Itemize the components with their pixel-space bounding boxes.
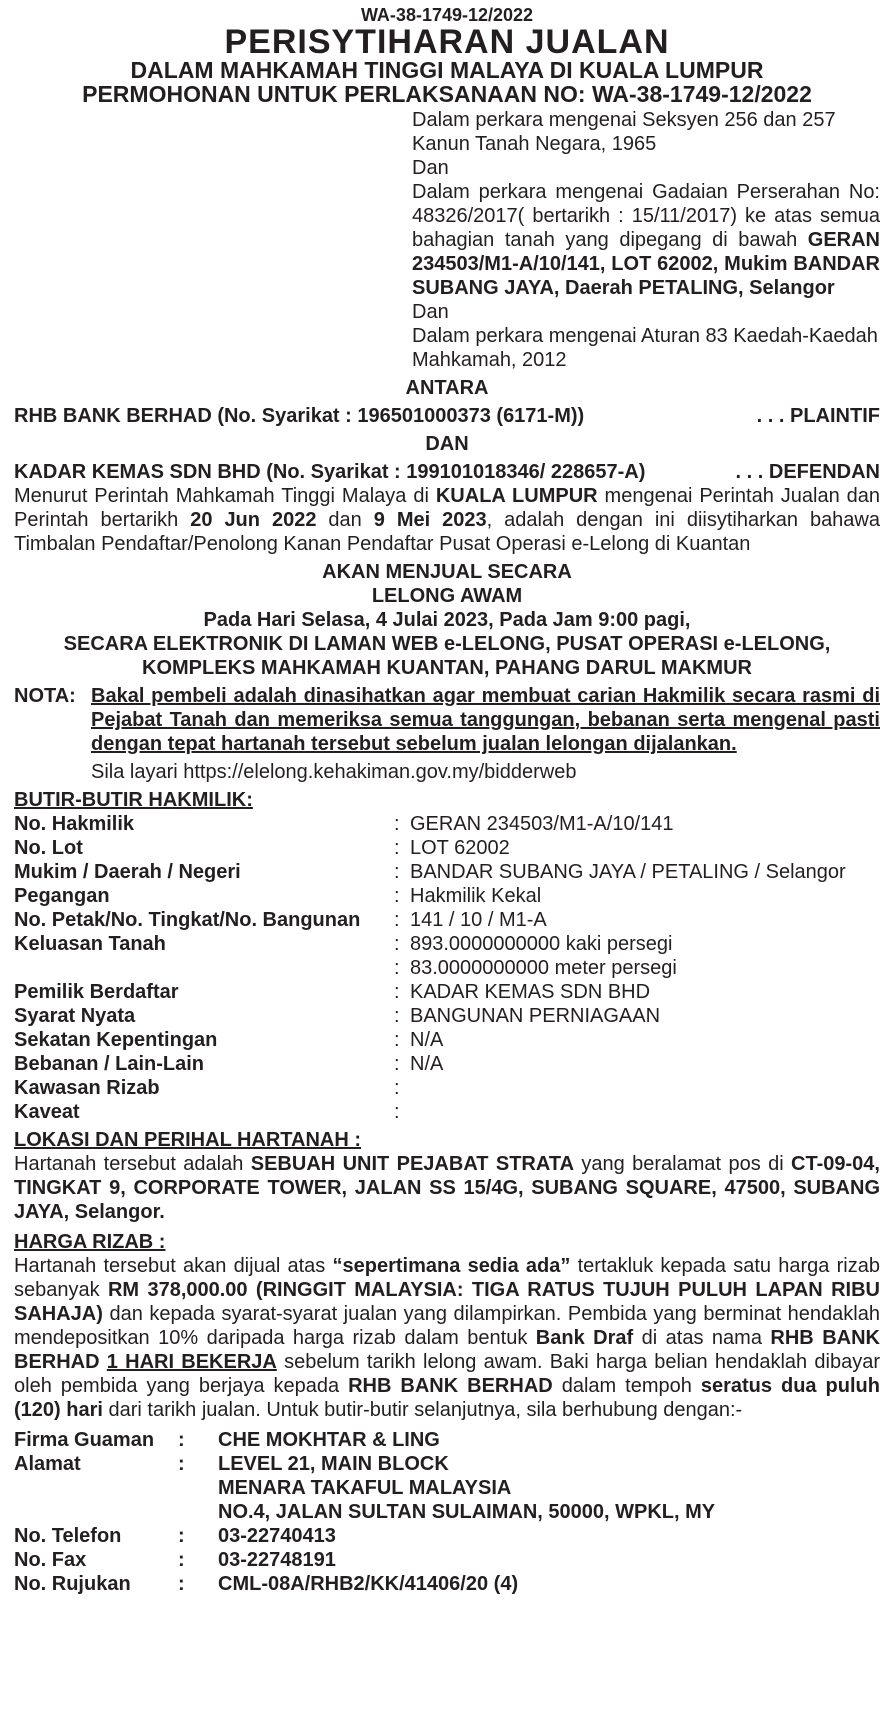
intro-line-1: Dalam perkara mengenai Seksyen 256 dan 257 Kanun Tanah Negara, 1965: [412, 109, 836, 155]
intro-dan-1: Dan: [412, 157, 449, 179]
nota-text: Bakal pembeli adalah dinasihatkan agar membuat carian Hakmilik secara rasmi di Pejabat Tanah dan memeriksa semua tanggungan, bebanan serta mengenal pasti dengan tepat hartanah tersebut sebelum jualan lelongan dijalankan.: [91, 685, 880, 755]
auction-line-1: AKAN MENJUAL SECARA: [322, 561, 572, 583]
plaintiff-row: [14, 404, 880, 428]
plaintiff-name: RHB BANK BERHAD (No. Syarikat : 196501000373 (6171-M)): [14, 405, 585, 427]
order-date-2: 9 Mei 2023: [373, 509, 487, 531]
location-address: CT-09-04, TINGKAT 9, CORPORATE TOWER, JALAN SS 15/4G, SUBANG SQUARE, 47500, SUBANG JAYA, Selangor.: [14, 1153, 880, 1223]
contact-detail-separator: :: [178, 1549, 185, 1571]
title-detail-label: Bebanan / Lain-Lain: [14, 1053, 205, 1075]
title-detail-separator: :: [394, 1005, 400, 1027]
title-detail-label: Kaveat: [14, 1101, 80, 1123]
title-detail-value: [410, 1100, 880, 1124]
title-detail-value: BANDAR SUBANG JAYA / PETALING / Selangor: [410, 861, 846, 883]
title-detail-separator: :: [394, 861, 400, 883]
title-detail-separator: :: [394, 957, 400, 979]
title-detail-value: GERAN 234503/M1-A/10/141: [410, 813, 674, 835]
contact-detail-label: [14, 1500, 178, 1524]
title-detail-value: N/A: [410, 1053, 444, 1075]
title-detail-label: Syarat Nyata: [14, 1005, 136, 1027]
reserve-text-8: dari tarikh jualan. Untuk butir-butir selanjutnya, sila berhubung dengan:-: [102, 1399, 743, 1421]
order-text-2: mengenai Perintah Jualan dan Perintah bertarikh: [14, 485, 881, 531]
contact-detail-value: NO.4, JALAN SULTAN SULAIMAN, 50000, WPKL, MY: [218, 1501, 716, 1523]
contact-detail-label: Alamat: [14, 1453, 81, 1475]
title-detail-separator: :: [394, 813, 400, 835]
title-detail-separator: :: [394, 885, 400, 907]
intro-line-3: Dalam perkara mengenai Aturan 83 Kaedah-Kaedah Mahkamah, 2012: [412, 325, 878, 371]
title-detail-separator: :: [394, 1101, 400, 1123]
contact-detail-separator: [178, 1500, 218, 1524]
court-order-paragraph: [14, 484, 880, 556]
document-title: PERISYTIHARAN JUALAN: [224, 23, 670, 61]
contact-detail-value: MENARA TAKAFUL MALAYSIA: [218, 1477, 512, 1499]
defendant-row: [14, 460, 880, 484]
title-details-heading: BUTIR-BUTIR HAKMILIK:: [14, 789, 253, 811]
contact-detail-label: No. Fax: [14, 1549, 87, 1571]
reserve-bank-draft: Bank Draf: [535, 1327, 634, 1349]
contact-table: [14, 1428, 880, 1596]
order-text-3: dan: [316, 509, 374, 531]
dan-label: DAN: [425, 433, 469, 455]
location-text-1: Hartanah tersebut adalah: [14, 1153, 251, 1175]
sale-proclamation-document: [14, 4, 880, 1596]
title-detail-separator: :: [394, 909, 400, 931]
reserve-price: RM 378,000.00 (RINGGIT MALAYSIA: TIGA RATUS TUJUH PULUH LAPAN RIBU SAHAJA): [14, 1279, 881, 1325]
title-detail-value: KADAR KEMAS SDN BHD: [410, 981, 651, 1003]
contact-detail-separator: :: [178, 1573, 185, 1595]
contact-detail-label: Firma Guaman: [14, 1429, 155, 1451]
reserve-text-5: [100, 1351, 107, 1373]
contact-detail-separator: [178, 1476, 218, 1500]
nota-link[interactable]: Sila layari https://elelong.kehakiman.gov.my/bidderweb: [91, 761, 577, 783]
title-detail-label: No. Hakmilik: [14, 813, 135, 835]
reserve-deadline: 1 HARI BEKERJA: [106, 1351, 277, 1373]
order-text-4: , adalah dengan ini diisytiharkan bahawa Timbalan Pendaftar/Penolong Kanan Pendaftar Pusat Operasi e-Lelong di Kuantan: [14, 509, 880, 555]
title-detail-label: Keluasan Tanah: [14, 933, 166, 955]
contact-detail-separator: :: [178, 1429, 185, 1451]
location-heading: LOKASI DAN PERIHAL HARTANAH :: [14, 1129, 362, 1151]
order-date-1: 20 Jun 2022: [190, 509, 317, 531]
defendant-name: KADAR KEMAS SDN BHD (No. Syarikat : 199101018346/ 228657-A): [14, 461, 646, 483]
title-detail-value: 893.0000000000 kaki persegi: [410, 933, 673, 955]
title-detail-value: BANGUNAN PERNIAGAAN: [410, 1005, 661, 1027]
intro-dan-2: Dan: [412, 301, 449, 323]
contact-detail-value: CHE MOKHTAR & LING: [218, 1429, 440, 1451]
title-detail-label: Mukim / Daerah / Negeri: [14, 861, 241, 883]
reserve-text-3: dan kepada syarat-syarat jualan yang dilampirkan. Pembida yang berminat hendaklah mendepositkan 10% daripada harga rizab dalam bentuk: [14, 1303, 880, 1349]
reserve-text-7: dalam tempoh: [552, 1375, 701, 1397]
court-name: DALAM MAHKAMAH TINGGI MALAYA DI KUALA LUMPUR: [130, 57, 764, 83]
title-detail-label: [14, 956, 394, 980]
plaintiff-role: . . . PLAINTIF: [756, 405, 880, 427]
nota-label: NOTA:: [14, 685, 76, 707]
title-detail-label: Pegangan: [14, 885, 110, 907]
title-detail-label: Pemilik Berdaftar: [14, 981, 179, 1003]
nota-body: [91, 684, 880, 784]
title-detail-label: No. Petak/No. Tingkat/No. Bangunan: [14, 909, 361, 931]
reserve-text-1: Hartanah tersebut akan dijual atas: [14, 1255, 333, 1277]
reserve-text-6: sebelum tarikh lelong awam. Baki harga belian hendaklah dibayar oleh pembida yang berjaya kepada: [14, 1351, 881, 1397]
auction-line-2: LELONG AWAM: [371, 585, 523, 607]
contact-detail-label: [14, 1476, 178, 1500]
auction-date: Pada Hari Selasa, 4 Julai 2023, Pada Jam 9:00 pagi,: [203, 609, 691, 631]
auction-block: [14, 560, 880, 680]
reserve-bank-name: RHB BANK BERHAD: [14, 1327, 880, 1373]
intro-line-2-title: GERAN 234503/M1-A/10/141, LOT 62002, Mukim BANDAR SUBANG JAYA, Daerah PETALING, Selangor: [412, 229, 880, 299]
reserve-payment-period: seratus dua puluh (120) hari: [14, 1375, 880, 1421]
location-unit: SEBUAH UNIT PEJABAT STRATA: [250, 1153, 575, 1175]
order-text-1: Menurut Perintah Mahkamah Tinggi Malaya di: [14, 485, 436, 507]
defendant-role: . . . DEFENDAN: [735, 461, 880, 483]
title-detail-separator: :: [394, 1029, 400, 1051]
nota-block: [14, 684, 880, 784]
reserve-paragraph: [14, 1254, 880, 1422]
antara-label: ANTARA: [405, 377, 489, 399]
title-detail-label: Kawasan Rizab: [14, 1077, 160, 1099]
contact-detail-label: No. Rujukan: [14, 1573, 131, 1595]
order-court: KUALA LUMPUR: [435, 485, 598, 507]
case-reference: WA-38-1749-12/2022: [360, 5, 534, 25]
title-details-table: [14, 812, 880, 1124]
reserve-heading: HARGA RIZAB :: [14, 1231, 166, 1253]
title-detail-value: Hakmilik Kekal: [410, 885, 542, 907]
title-detail-separator: :: [394, 1077, 400, 1099]
location-text-2: yang beralamat pos di: [574, 1153, 792, 1175]
title-detail-label: Sekatan Kepentingan: [14, 1029, 218, 1051]
intro-line-2-text: Dalam perkara mengenai Gadaian Perserahan No: 48326/2017( bertarikh : 15/11/2017) ke atas semua bahagian tanah yang dipegang di bawah: [412, 181, 880, 251]
title-detail-value: [410, 1076, 880, 1100]
title-detail-value: 141 / 10 / M1-A: [410, 909, 547, 931]
auction-line-5: KOMPLEKS MAHKAMAH KUANTAN, PAHANG DARUL MAKMUR: [142, 657, 752, 679]
contact-detail-label: No. Telefon: [14, 1525, 122, 1547]
title-detail-separator: :: [394, 981, 400, 1003]
title-detail-separator: :: [394, 837, 400, 859]
location-paragraph: [14, 1152, 880, 1224]
reserve-bank-name-2: RHB BANK BERHAD: [348, 1375, 553, 1397]
contact-detail-value: 03-22748191: [218, 1549, 336, 1571]
title-detail-value: 83.0000000000 meter persegi: [410, 957, 677, 979]
contact-detail-value: LEVEL 21, MAIN BLOCK: [218, 1453, 449, 1475]
auction-line-4: SECARA ELEKTRONIK DI LAMAN WEB e-LELONG, PUSAT OPERASI e-LELONG,: [63, 633, 831, 655]
title-detail-separator: :: [394, 933, 400, 955]
contact-detail-value: CML-08A/RHB2/KK/41406/20 (4): [218, 1573, 519, 1595]
title-detail-separator: :: [394, 1053, 400, 1075]
title-detail-value: N/A: [410, 1029, 444, 1051]
intro-block: [412, 108, 880, 372]
application-number: PERMOHONAN UNTUK PERLAKSANAAN NO: WA-38-1749-12/2022: [82, 81, 812, 107]
title-detail-value: LOT 62002: [410, 837, 510, 859]
intro-line-2: [412, 180, 880, 300]
contact-detail-value: 03-22740413: [218, 1525, 336, 1547]
title-detail-label: No. Lot: [14, 837, 83, 859]
reserve-text-2: tertakluk kepada satu harga rizab sebanyak: [14, 1255, 880, 1301]
contact-detail-separator: :: [178, 1525, 185, 1547]
contact-detail-separator: :: [178, 1453, 185, 1475]
reserve-text-4: di atas nama: [633, 1327, 771, 1349]
reserve-condition: “sepertimana sedia ada”: [332, 1255, 571, 1277]
